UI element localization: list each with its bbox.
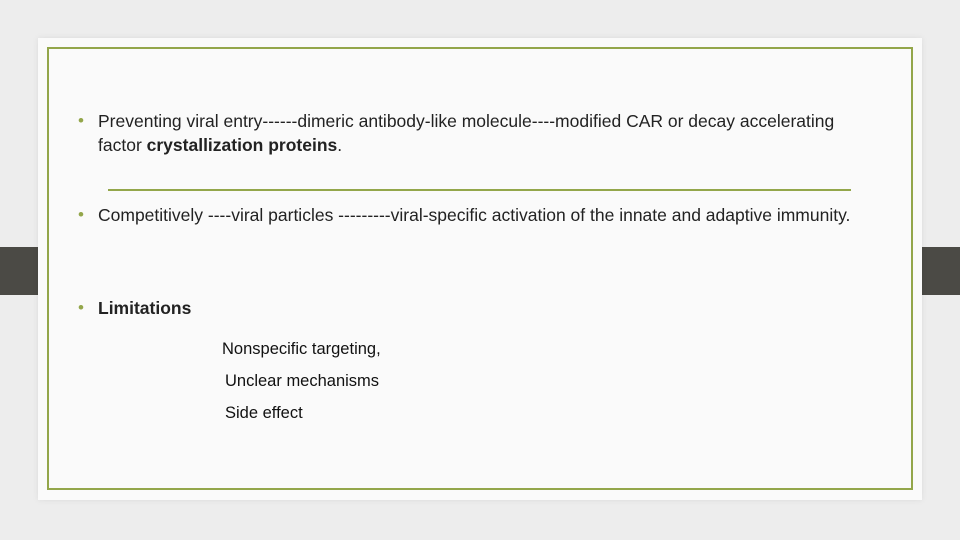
bullet-dot-icon: • bbox=[78, 205, 84, 224]
bullet-dot-icon: • bbox=[78, 111, 84, 130]
bullet-limitations bbox=[78, 296, 878, 320]
bullet-bold-text: crystallization proteins bbox=[146, 135, 338, 155]
limitation-item: Nonspecific targeting, bbox=[222, 340, 381, 358]
limitation-item: Side effect bbox=[225, 404, 303, 422]
bullet-text: Preventing viral entry------dimeric antibody-like molecule----modified CAR or decay accelerating factor bbox=[98, 111, 835, 155]
bullet-text: Competitively ----viral particles ---------viral-specific activation of the innate and adaptive immunity. bbox=[98, 205, 851, 225]
bullet-competitively bbox=[78, 203, 878, 227]
bullet-preventing-viral-entry bbox=[78, 109, 878, 157]
limitation-item: Unclear mechanisms bbox=[225, 372, 380, 390]
slide-card bbox=[38, 38, 922, 500]
bullet-bold-text: Limitations bbox=[98, 298, 192, 318]
bullet-dot-icon: • bbox=[78, 298, 84, 317]
divider-line bbox=[108, 189, 851, 191]
bullet-tail: . bbox=[337, 135, 343, 155]
